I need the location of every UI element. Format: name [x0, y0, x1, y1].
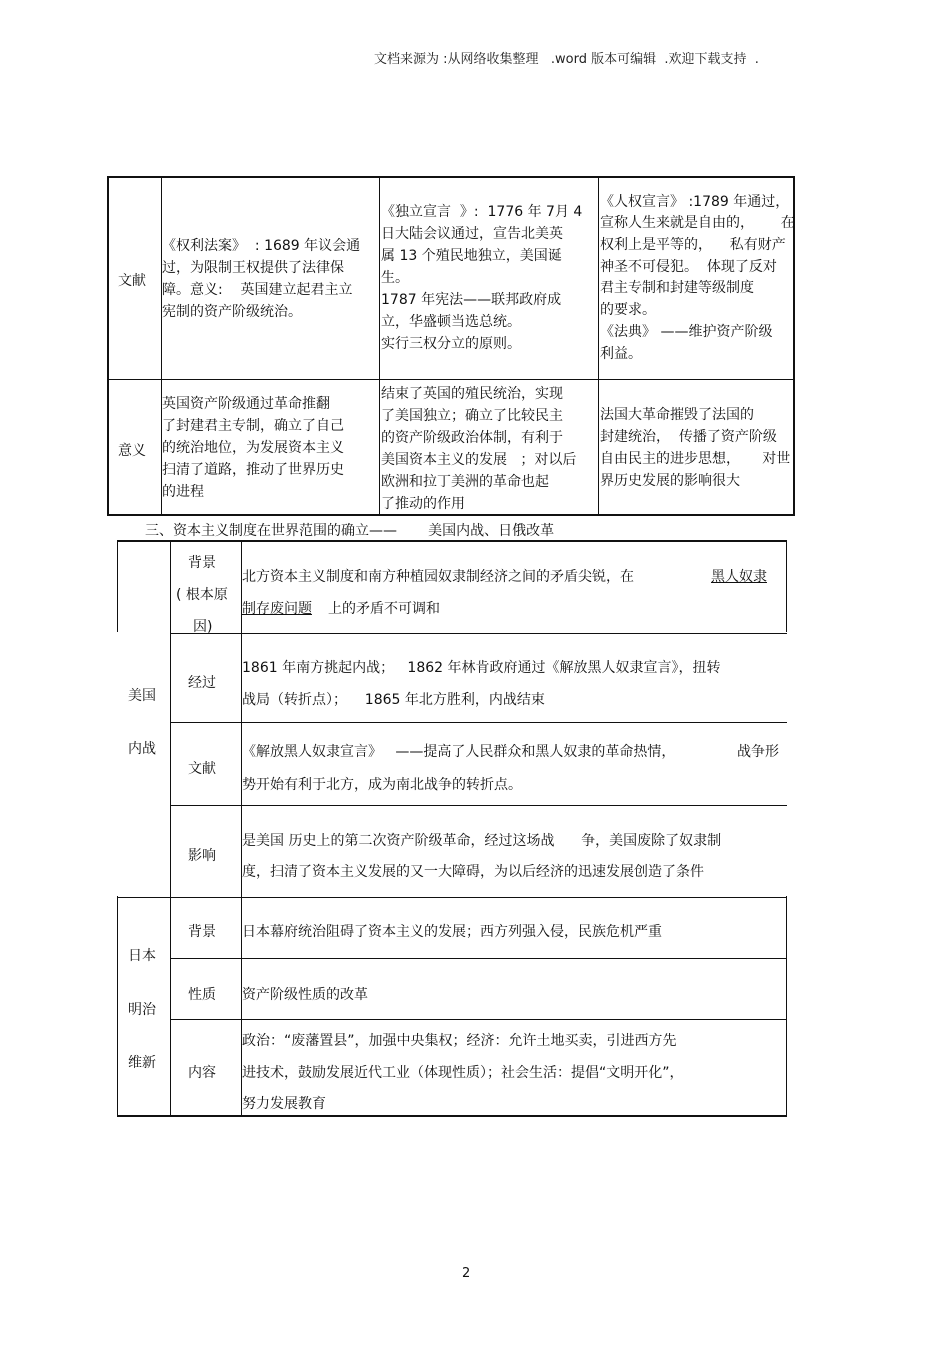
reform-table — [117, 540, 787, 1116]
jp-nature-content: 资产阶级性质的改革 — [242, 987, 368, 1003]
page-number: 2 — [462, 1266, 471, 1281]
page-header: 文档来源为 :从网络收集整理 .word 版本可编辑 .欢迎下载支持 . — [374, 52, 759, 67]
row-label-documents: 文献 — [118, 273, 146, 289]
us-process-label: 经过 — [188, 675, 216, 691]
jp-nature-label: 性质 — [188, 987, 216, 1003]
us-document-label: 文献 — [188, 761, 216, 777]
jp-background-label: 背景 — [188, 924, 216, 940]
jp-background-content: 日本幕府统治阻碍了资本主义的发展；西方列强入侵，民族危机严重 — [242, 924, 662, 940]
jp-content-label: 内容 — [188, 1065, 216, 1081]
section-title: 三、资本主义制度在世界范围的确立—— 美国内战、日俄改革 — [145, 523, 555, 539]
us-impact-label: 影响 — [188, 848, 216, 864]
row-label-significance: 意义 — [118, 443, 146, 459]
